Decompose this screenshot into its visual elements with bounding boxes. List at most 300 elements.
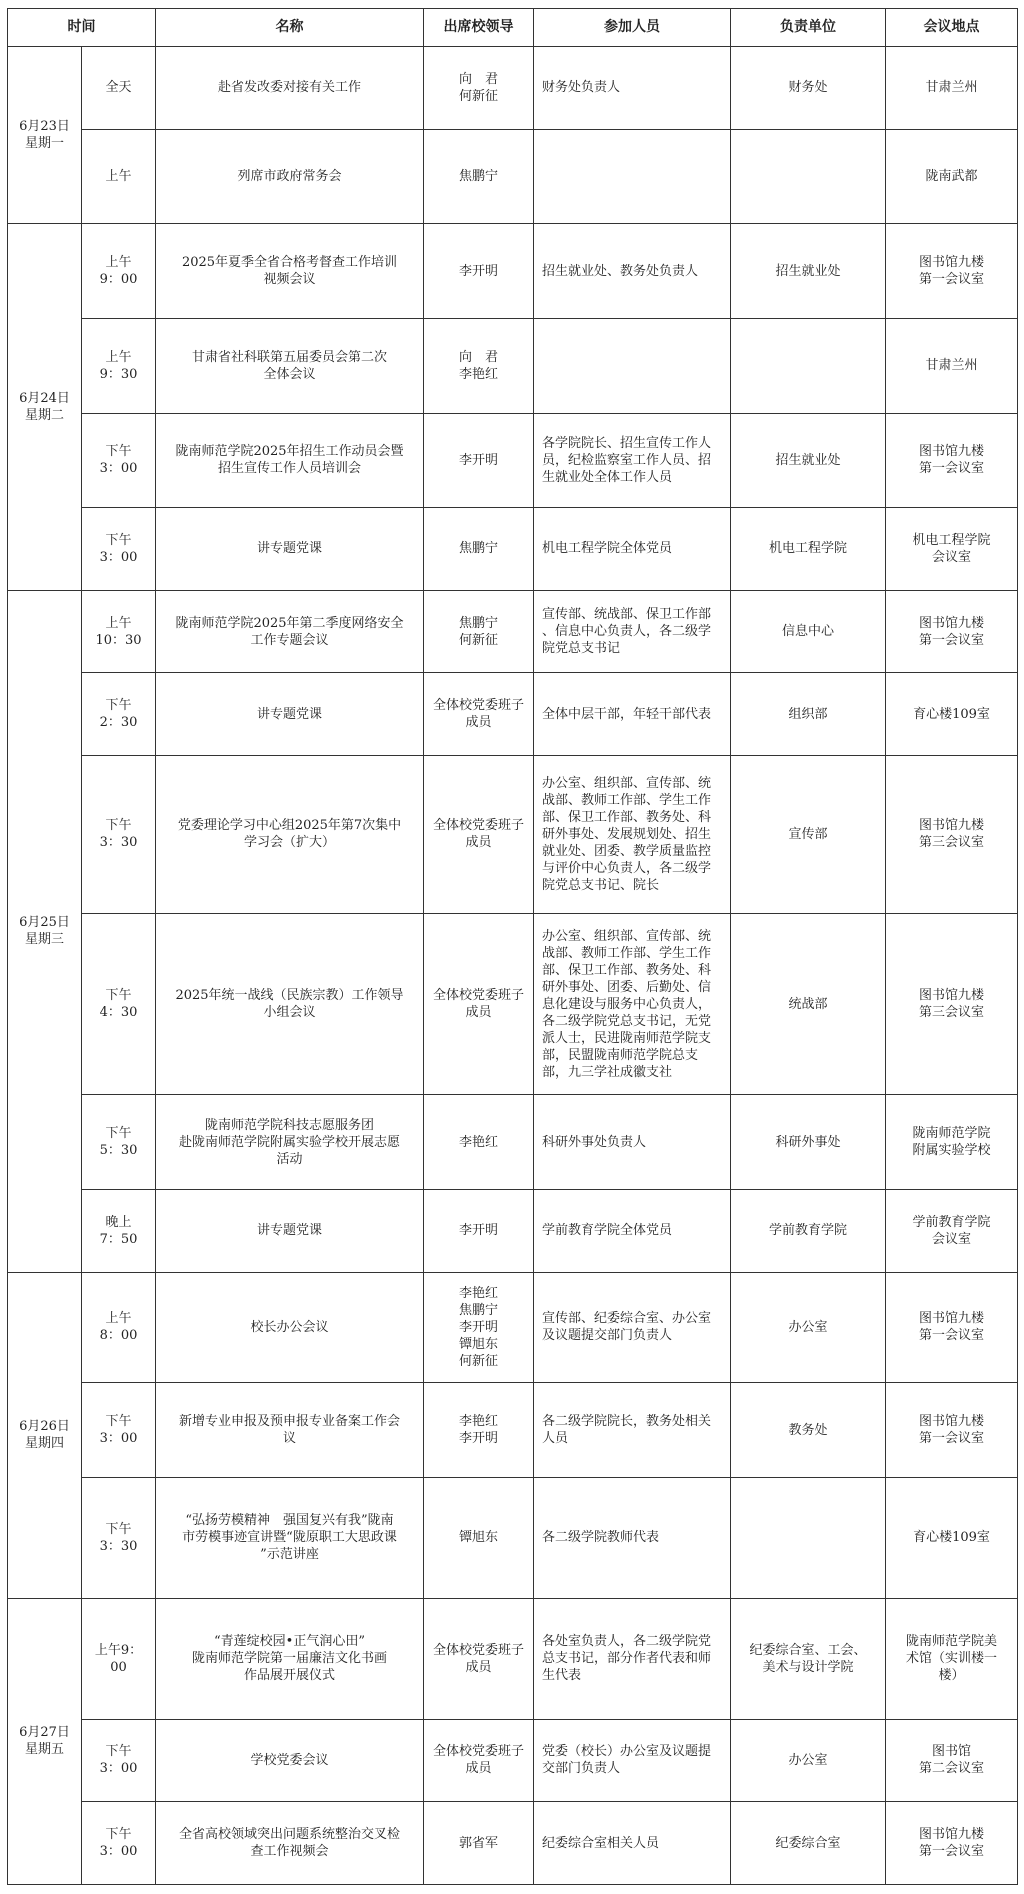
meeting-name-cell xyxy=(156,1598,424,1719)
table-row xyxy=(8,1095,1018,1190)
text-line: 成员 xyxy=(465,1761,492,1777)
unit-cell xyxy=(731,1802,886,1885)
text-line: 全体校党委班子 xyxy=(432,1642,524,1658)
text-line: ”示范讲座 xyxy=(260,1547,319,1563)
unit-cell xyxy=(731,673,886,756)
text-line: 上午 xyxy=(105,1311,132,1327)
text-line: 列席市政府常务会 xyxy=(237,168,342,184)
text-line: 学前教育学院 xyxy=(768,1223,847,1239)
date-cell xyxy=(8,590,82,1272)
text-line: 财务处 xyxy=(788,80,828,96)
location-cell xyxy=(886,1095,1018,1190)
text-line: 宣传部 xyxy=(788,826,828,842)
participants-cell xyxy=(534,755,731,913)
table-row xyxy=(8,508,1018,591)
text-line: 全体校党委班子 xyxy=(432,818,524,834)
meeting-name-cell xyxy=(156,1272,424,1383)
text-line: 郭省军 xyxy=(458,1835,498,1851)
participants-cell xyxy=(534,1802,731,1885)
text-line: 交部门负责人 xyxy=(542,1761,621,1777)
text-line: 上午 xyxy=(105,255,132,271)
text-line: 镡旭东 xyxy=(458,1530,498,1546)
date-label: 6月24日 xyxy=(19,391,70,406)
text-line: 全体校党委班子 xyxy=(432,1744,524,1760)
meeting-name-cell xyxy=(156,1802,424,1885)
time-cell xyxy=(82,1095,156,1190)
meeting-name-cell xyxy=(156,590,424,673)
text-line: 学校党委会议 xyxy=(250,1752,329,1768)
meeting-name-cell xyxy=(156,914,424,1095)
text-line: 党委理论学习中心组2025年第7次集中 xyxy=(177,818,402,834)
unit-cell xyxy=(731,1598,886,1719)
unit-cell xyxy=(731,1719,886,1802)
unit-cell xyxy=(731,1189,886,1272)
table-body xyxy=(8,47,1018,1885)
table-row xyxy=(8,129,1018,224)
location-cell xyxy=(886,1598,1018,1719)
weekday-label: 星期二 xyxy=(24,408,64,423)
text-line: 查工作视频会 xyxy=(250,1844,329,1860)
text-line: 学前教育学院全体党员 xyxy=(542,1223,673,1239)
text-line: 育心楼109室 xyxy=(913,706,990,722)
unit-cell xyxy=(731,508,886,591)
text-line: 下午 xyxy=(105,532,132,548)
text-line: 会议室 xyxy=(931,1231,971,1247)
date-cell xyxy=(8,47,82,224)
text-line: 新增专业申报及预申报专业备案工作会 xyxy=(178,1414,400,1430)
text-line: 楼） xyxy=(938,1668,965,1684)
text-line: 小组会议 xyxy=(263,1005,316,1021)
text-line: 下午 xyxy=(105,698,132,714)
text-line: 第三会议室 xyxy=(918,1005,984,1021)
text-line: 下午 xyxy=(105,1744,132,1760)
text-line: 3：00 xyxy=(99,1761,138,1777)
location-cell xyxy=(886,1478,1018,1599)
unit-cell xyxy=(731,318,886,413)
text-line: 市劳模事迹宣讲暨“陇原职工大思政课 xyxy=(182,1530,397,1546)
location-cell xyxy=(886,224,1018,319)
text-line: 部、保卫工作部、教务处、科 xyxy=(542,809,712,825)
unit-cell xyxy=(731,590,886,673)
text-line: 讲专题党课 xyxy=(256,706,322,722)
text-line: 科研外事处 xyxy=(775,1134,841,1150)
leader-cell xyxy=(424,318,534,413)
text-line: 息化建设与服务中心负责人， xyxy=(542,996,712,1012)
text-line: 图书馆九楼 xyxy=(918,988,984,1004)
meeting-name-cell xyxy=(156,47,424,130)
time-cell xyxy=(82,755,156,913)
date-cell xyxy=(8,1272,82,1598)
location-cell xyxy=(886,673,1018,756)
participants-cell xyxy=(534,914,731,1095)
text-line: 总支书记，部分作者代表和师 xyxy=(542,1651,712,1667)
table-row xyxy=(8,318,1018,413)
weekday-label: 星期一 xyxy=(24,136,64,152)
table-row xyxy=(8,413,1018,508)
text-line: 图书馆九楼 xyxy=(918,444,984,460)
text-line: 就业处、团委、教学质量监控 xyxy=(542,843,712,859)
meeting-name-cell xyxy=(156,755,424,913)
text-line: 办公室 xyxy=(788,1752,828,1768)
text-line: 、信息中心负责人，各二级学 xyxy=(542,624,712,640)
time-cell xyxy=(82,508,156,591)
header-location: 会议地点 xyxy=(886,9,1018,47)
text-line: 招生就业处 xyxy=(775,263,841,279)
text-line: 院党总支书记、院长 xyxy=(542,877,660,893)
text-line: 晚上 xyxy=(105,1214,132,1230)
text-line: 李艳红 xyxy=(458,366,498,382)
text-line: 第一会议室 xyxy=(918,1328,984,1344)
text-line: 陇南师范学院第一届廉洁文化书画 xyxy=(191,1651,387,1667)
text-line: 李开明 xyxy=(458,263,498,279)
text-line: 讲专题党课 xyxy=(256,541,322,557)
text-line: 何新征 xyxy=(458,88,498,104)
text-line: 8：00 xyxy=(99,1328,138,1344)
unit-cell xyxy=(731,1478,886,1599)
text-line: 人员 xyxy=(542,1431,569,1447)
text-line: 下午 xyxy=(105,1827,132,1843)
text-line: 招生就业处、教务处负责人 xyxy=(542,263,699,279)
table-row xyxy=(8,1719,1018,1802)
leader-cell xyxy=(424,1272,534,1383)
text-line: 图书馆九楼 xyxy=(918,615,984,631)
unit-cell xyxy=(731,1095,886,1190)
text-line: 生代表 xyxy=(542,1668,582,1684)
leader-cell xyxy=(424,1189,534,1272)
text-line: 图书馆九楼 xyxy=(918,1311,984,1327)
table-row xyxy=(8,1478,1018,1599)
text-line: 下午 xyxy=(105,1414,132,1430)
text-line: 全体中层干部，年轻干部代表 xyxy=(542,706,712,722)
meeting-name-cell xyxy=(156,129,424,224)
text-line: 全天 xyxy=(105,80,132,96)
text-line: 统战部 xyxy=(788,996,828,1012)
text-line: 3：00 xyxy=(99,549,138,565)
text-line: 与评价中心负责人，各二级学 xyxy=(542,860,712,876)
text-line: 院党总支书记 xyxy=(542,641,621,657)
text-line: 各处室负责人，各二级学院党 xyxy=(542,1634,712,1650)
text-line: 何新征 xyxy=(458,632,498,648)
location-cell xyxy=(886,318,1018,413)
text-line: 第三会议室 xyxy=(918,835,984,851)
text-line: 研外事处、团委、后勤处、信 xyxy=(542,979,712,995)
table-row xyxy=(8,673,1018,756)
text-line: 3：00 xyxy=(99,1844,138,1860)
leader-cell xyxy=(424,755,534,913)
text-line: 会议室 xyxy=(931,549,971,565)
text-line: 员，纪检监察室工作人员、招 xyxy=(542,452,712,468)
participants-cell xyxy=(534,1189,731,1272)
text-line: 战部、教师工作部、学生工作 xyxy=(542,945,712,961)
text-line: 李开明 xyxy=(458,1223,498,1239)
leader-cell xyxy=(424,413,534,508)
unit-cell xyxy=(731,129,886,224)
time-cell xyxy=(82,1598,156,1719)
meeting-name-cell xyxy=(156,1383,424,1478)
location-cell xyxy=(886,1802,1018,1885)
text-line: 2025年统一战线（民族宗教）工作领导 xyxy=(175,988,404,1004)
text-line: 第一会议室 xyxy=(918,1844,984,1860)
text-line: 上午9：00 xyxy=(94,1642,143,1675)
table-row xyxy=(8,914,1018,1095)
text-line: 李开明 xyxy=(458,452,498,468)
text-line: 下午 xyxy=(105,1521,132,1537)
text-line: 招生宣传工作人员培训会 xyxy=(217,461,361,477)
text-line: 下午 xyxy=(105,444,132,460)
leader-cell xyxy=(424,914,534,1095)
text-line: 李艳红 xyxy=(458,1414,498,1430)
participants-cell xyxy=(534,508,731,591)
text-line: 2025年夏季全省合格考督查工作培训 xyxy=(181,255,398,271)
text-line: 育心楼109室 xyxy=(913,1530,990,1546)
participants-cell xyxy=(534,673,731,756)
table-row xyxy=(8,1189,1018,1272)
time-cell xyxy=(82,413,156,508)
text-line: 3：30 xyxy=(99,1538,138,1554)
text-line: 何新征 xyxy=(458,1353,498,1369)
unit-cell xyxy=(731,413,886,508)
text-line: 视频会议 xyxy=(263,272,316,288)
text-line: 镡旭东 xyxy=(458,1336,498,1352)
location-cell xyxy=(886,129,1018,224)
participants-cell xyxy=(534,318,731,413)
table-row xyxy=(8,1598,1018,1719)
text-line: 第二会议室 xyxy=(918,1761,984,1777)
text-line: 战部、教师工作部、学生工作 xyxy=(542,792,712,808)
participants-cell xyxy=(534,129,731,224)
time-cell xyxy=(82,224,156,319)
header-time: 时间 xyxy=(8,9,156,47)
text-line: 及议题提交部门负责人 xyxy=(542,1328,673,1344)
text-line: 焦鹏宁 xyxy=(458,1302,498,1318)
text-line: 陇南师范学院2025年第二季度网络安全 xyxy=(175,615,404,631)
text-line: 术馆（实训楼一 xyxy=(905,1651,997,1667)
leader-cell xyxy=(424,1802,534,1885)
time-cell xyxy=(82,1802,156,1885)
leader-cell xyxy=(424,47,534,130)
date-cell xyxy=(8,1598,82,1884)
location-cell xyxy=(886,1383,1018,1478)
text-line: 下午 xyxy=(105,1126,132,1142)
meeting-name-cell xyxy=(156,1478,424,1599)
leader-cell xyxy=(424,129,534,224)
text-line: 9：30 xyxy=(99,366,138,382)
text-line: 校长办公会议 xyxy=(250,1319,329,1335)
text-line: 下午 xyxy=(105,988,132,1004)
text-line: 宣传部、纪委综合室、办公室 xyxy=(542,1311,712,1327)
text-line: 学前教育学院 xyxy=(912,1214,991,1230)
table-row xyxy=(8,590,1018,673)
location-cell xyxy=(886,1189,1018,1272)
text-line: 成员 xyxy=(465,835,492,851)
participants-cell xyxy=(534,1719,731,1802)
text-line: 10：30 xyxy=(95,632,142,648)
text-line: 各学院院长、招生宣传工作人 xyxy=(542,435,712,451)
unit-cell xyxy=(731,755,886,913)
text-line: 各二级学院教师代表 xyxy=(542,1530,660,1546)
text-line: 科研外事处负责人 xyxy=(542,1134,647,1150)
text-line: 生就业处全体工作人员 xyxy=(542,469,673,485)
text-line: 上午 xyxy=(105,349,132,365)
text-line: 美术与设计学院 xyxy=(762,1659,854,1675)
text-line: 上午 xyxy=(105,615,132,631)
text-line: 作品展开展仪式 xyxy=(243,1668,335,1684)
text-line: “弘扬劳模精神 强国复兴有我”陇南 xyxy=(185,1513,394,1529)
time-cell xyxy=(82,129,156,224)
text-line: 9：00 xyxy=(99,272,138,288)
text-line: 图书馆 xyxy=(931,1744,971,1760)
participants-cell xyxy=(534,1478,731,1599)
meeting-name-cell xyxy=(156,413,424,508)
leader-cell xyxy=(424,1383,534,1478)
text-line: 第一会议室 xyxy=(918,632,984,648)
participants-cell xyxy=(534,413,731,508)
text-line: 成员 xyxy=(465,715,492,731)
text-line: 4：30 xyxy=(99,1005,138,1021)
text-line: 3：00 xyxy=(99,1431,138,1447)
time-cell xyxy=(82,1478,156,1599)
text-line: 李艳红 xyxy=(458,1285,498,1301)
text-line: “青莲绽校园•正气润心田” xyxy=(214,1634,365,1650)
text-line: 陇南师范学院科技志愿服务团 xyxy=(204,1117,374,1133)
text-line: 3：00 xyxy=(99,461,138,477)
time-cell xyxy=(82,1719,156,1802)
header-participants: 参加人员 xyxy=(534,9,731,47)
text-line: 焦鹏宁 xyxy=(458,168,498,184)
leader-cell xyxy=(424,1095,534,1190)
location-cell xyxy=(886,1272,1018,1383)
text-line: 纪委综合室、工会、 xyxy=(749,1642,867,1658)
text-line: 活动 xyxy=(276,1151,303,1167)
meeting-name-cell xyxy=(156,673,424,756)
text-line: 办公室、组织部、宣传部、统 xyxy=(542,928,712,944)
text-line: 陇南师范学院2025年招生工作动员会暨 xyxy=(175,444,404,460)
location-cell xyxy=(886,413,1018,508)
time-cell xyxy=(82,1272,156,1383)
meeting-name-cell xyxy=(156,1095,424,1190)
time-cell xyxy=(82,1383,156,1478)
text-line: 全体校党委班子 xyxy=(432,698,524,714)
text-line: 议 xyxy=(282,1431,296,1447)
text-line: 成员 xyxy=(465,1005,492,1021)
text-line: 派人士，民进陇南师范学院支 xyxy=(542,1030,712,1046)
participants-cell xyxy=(534,1095,731,1190)
text-line: 甘肃兰州 xyxy=(925,358,978,374)
table-row xyxy=(8,1383,1018,1478)
participants-cell xyxy=(534,1383,731,1478)
unit-cell xyxy=(731,1383,886,1478)
table-row xyxy=(8,224,1018,319)
participants-cell xyxy=(534,1598,731,1719)
text-line: 全体会议 xyxy=(263,366,316,382)
text-line: 李开明 xyxy=(458,1319,498,1335)
text-line: 向 君 xyxy=(458,71,498,87)
time-cell xyxy=(82,673,156,756)
location-cell xyxy=(886,1719,1018,1802)
unit-cell xyxy=(731,47,886,130)
text-line: 赴陇南师范学院附属实验学校开展志愿 xyxy=(178,1134,400,1150)
leader-cell xyxy=(424,1478,534,1599)
text-line: 全省高校领域突出问题系统整治交叉检 xyxy=(178,1827,400,1843)
date-cell xyxy=(8,224,82,591)
header-name: 名称 xyxy=(156,9,424,47)
time-cell xyxy=(82,1189,156,1272)
text-line: 纪委综合室相关人员 xyxy=(542,1835,660,1851)
leader-cell xyxy=(424,224,534,319)
text-line: 焦鹏宁 xyxy=(458,615,498,631)
table-row xyxy=(8,1802,1018,1885)
table-row xyxy=(8,47,1018,130)
location-cell xyxy=(886,508,1018,591)
leader-cell xyxy=(424,673,534,756)
weekday-label: 星期三 xyxy=(24,932,64,948)
text-line: 第一会议室 xyxy=(918,461,984,477)
text-line: 焦鹏宁 xyxy=(458,541,498,557)
text-line: 各二级学院党总支书记，无党 xyxy=(542,1013,712,1029)
text-line: 向 君 xyxy=(458,349,498,365)
header-leader: 出席校领导 xyxy=(424,9,534,47)
text-line: 机电工程学院全体党员 xyxy=(542,541,673,557)
participants-cell xyxy=(534,224,731,319)
location-cell xyxy=(886,47,1018,130)
text-line: 甘肃省社科联第五届委员会第二次 xyxy=(191,349,387,365)
text-line: 机电工程学院 xyxy=(768,541,847,557)
location-cell xyxy=(886,755,1018,913)
text-line: 甘肃兰州 xyxy=(925,80,978,96)
time-cell xyxy=(82,590,156,673)
table-row xyxy=(8,1272,1018,1383)
text-line: 图书馆九楼 xyxy=(918,255,984,271)
text-line: 第一会议室 xyxy=(918,272,984,288)
text-line: 上午 xyxy=(105,168,132,184)
meeting-schedule-table xyxy=(7,8,1018,1885)
participants-cell xyxy=(534,590,731,673)
text-line: 7：50 xyxy=(99,1231,138,1247)
participants-cell xyxy=(534,47,731,130)
text-line: 下午 xyxy=(105,818,132,834)
text-line: 部，民盟陇南师范学院总支 xyxy=(542,1047,699,1063)
text-line: 陇南师范学院美 xyxy=(905,1634,997,1650)
location-cell xyxy=(886,914,1018,1095)
leader-cell xyxy=(424,1598,534,1719)
text-line: 图书馆九楼 xyxy=(918,1414,984,1430)
text-line: 李艳红 xyxy=(458,1134,498,1150)
text-line: 图书馆九楼 xyxy=(918,1827,984,1843)
date-label: 6月27日 xyxy=(19,1725,70,1741)
table-row xyxy=(8,755,1018,913)
table-header xyxy=(8,9,1018,47)
text-line: 李开明 xyxy=(458,1431,498,1447)
meeting-name-cell xyxy=(156,318,424,413)
text-line: 讲专题党课 xyxy=(256,1223,322,1239)
text-line: 陇南武都 xyxy=(925,168,978,184)
header-unit: 负责单位 xyxy=(731,9,886,47)
text-line: 2：30 xyxy=(99,715,138,731)
text-line: 部，九三学社成徽支社 xyxy=(542,1064,673,1080)
text-line: 图书馆九楼 xyxy=(918,818,984,834)
date-label: 6月26日 xyxy=(19,1419,70,1435)
text-line: 宣传部、统战部、保卫工作部 xyxy=(542,607,712,623)
unit-cell xyxy=(731,1272,886,1383)
text-line: 陇南师范学院 xyxy=(912,1126,991,1142)
leader-cell xyxy=(424,590,534,673)
participants-cell xyxy=(534,1272,731,1383)
unit-cell xyxy=(731,224,886,319)
meeting-name-cell xyxy=(156,508,424,591)
text-line: 全体校党委班子 xyxy=(432,988,524,1004)
leader-cell xyxy=(424,508,534,591)
location-cell xyxy=(886,590,1018,673)
